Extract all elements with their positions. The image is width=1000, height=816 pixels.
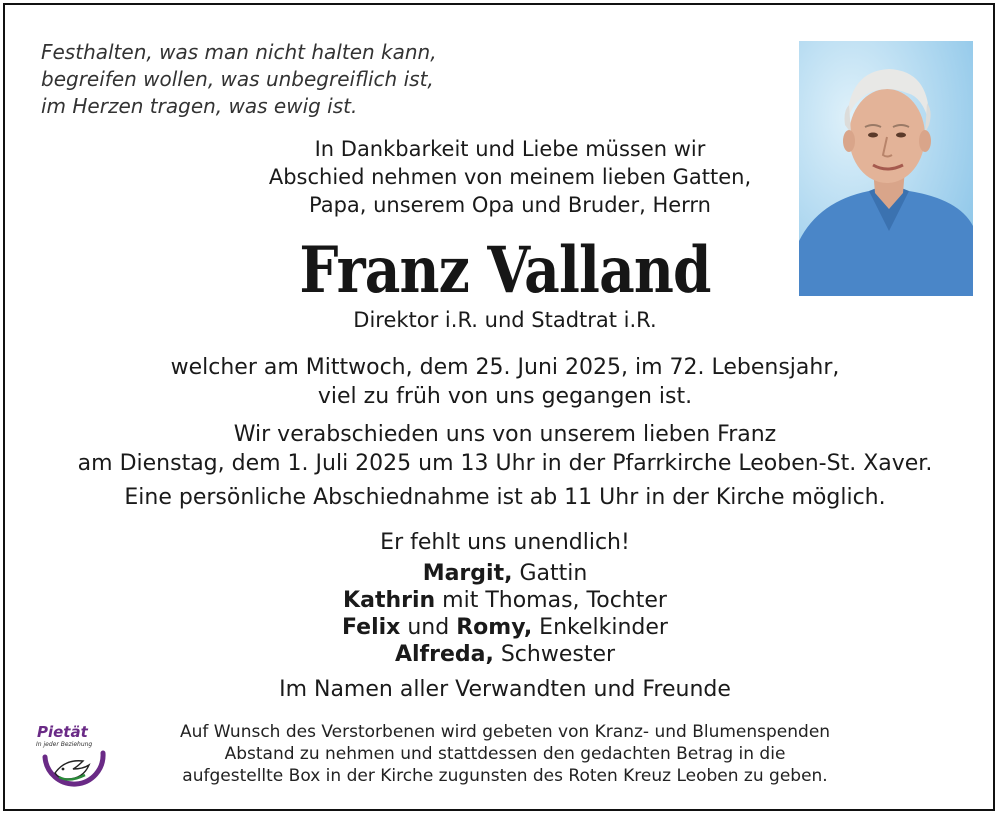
note-line: Abstand zu nehmen und stattdessen den gedachten Betrag in die (224, 744, 786, 764)
poem-line: im Herzen tragen, was ewig ist. (41, 94, 358, 118)
intro-line: Papa, unserem Opa und Bruder, Herrn (308, 193, 711, 217)
intro-line: Abschied nehmen von meinem lieben Gatten, (268, 165, 752, 189)
mourner-relation: Gattin (512, 561, 588, 586)
mourner-connector: und (400, 615, 457, 640)
note-line: aufgestellte Box in der Kirche zugunsten des Roten Kreuz Leoben zu geben. (182, 766, 828, 786)
mourner-entry (205, 587, 805, 614)
funeral-line: am Dienstag, dem 1. Juli 2025 um 13 Uhr in der Pfarrkirche Leoben-St. Xaver. (77, 451, 933, 476)
mourner-entry (205, 641, 805, 668)
mourner-entry (205, 560, 805, 587)
death-line: viel zu früh von uns gegangen ist. (317, 384, 693, 409)
poem-line: Festhalten, was man nicht halten kann, (41, 40, 437, 64)
closing-line: Im Namen aller Verwandten und Freunde (279, 677, 731, 702)
mourner-relation: Enkelkinder (532, 615, 668, 640)
mourner-name: Kathrin (343, 588, 436, 613)
deceased-name: Franz Valland (299, 233, 711, 308)
donation-note (115, 721, 895, 787)
death-line: welcher am Mittwoch, dem 25. Juni 2025, im 72. Lebensjahr, (170, 355, 840, 380)
mourners-list (205, 529, 805, 668)
death-announcement (105, 353, 905, 411)
mourner-relation: Schwester (493, 642, 616, 667)
portrait-illustration (799, 41, 973, 296)
pietaet-logo (33, 723, 113, 793)
mourner-relation: mit Thomas, Tochter (435, 588, 667, 613)
portrait-photo (799, 41, 973, 296)
intro-text (205, 135, 815, 219)
dove-icon (33, 723, 113, 793)
note-line: Auf Wunsch des Verstorbenen wird gebeten von Kranz- und Blumenspenden (179, 722, 831, 742)
obituary-notice (3, 3, 995, 811)
logo-name: Pietät (37, 723, 88, 741)
mourner-name: Margit, (422, 561, 513, 586)
mourner-name: Romy, (456, 615, 533, 640)
funeral-line: Wir verabschieden uns von unserem lieben Franz (233, 422, 777, 447)
deceased-title: Direktor i.R. und Stadtrat i.R. (353, 308, 657, 332)
mourner-entry (205, 614, 805, 641)
mourner-name: Alfreda, (394, 642, 494, 667)
poem-line: begreifen wollen, was unbegreiflich ist, (41, 67, 434, 91)
logo-tagline: In jeder Beziehung (36, 741, 93, 748)
viewing-info: Eine persönliche Abschiednahme ist ab 11 Uhr in der Kirche möglich. (124, 485, 886, 510)
intro-line: In Dankbarkeit und Liebe müssen wir (314, 137, 706, 161)
mourner-name: Felix (342, 615, 401, 640)
mourners-heading: Er fehlt uns unendlich! (380, 530, 630, 555)
poem-verse (41, 39, 437, 120)
funeral-details (25, 420, 985, 478)
